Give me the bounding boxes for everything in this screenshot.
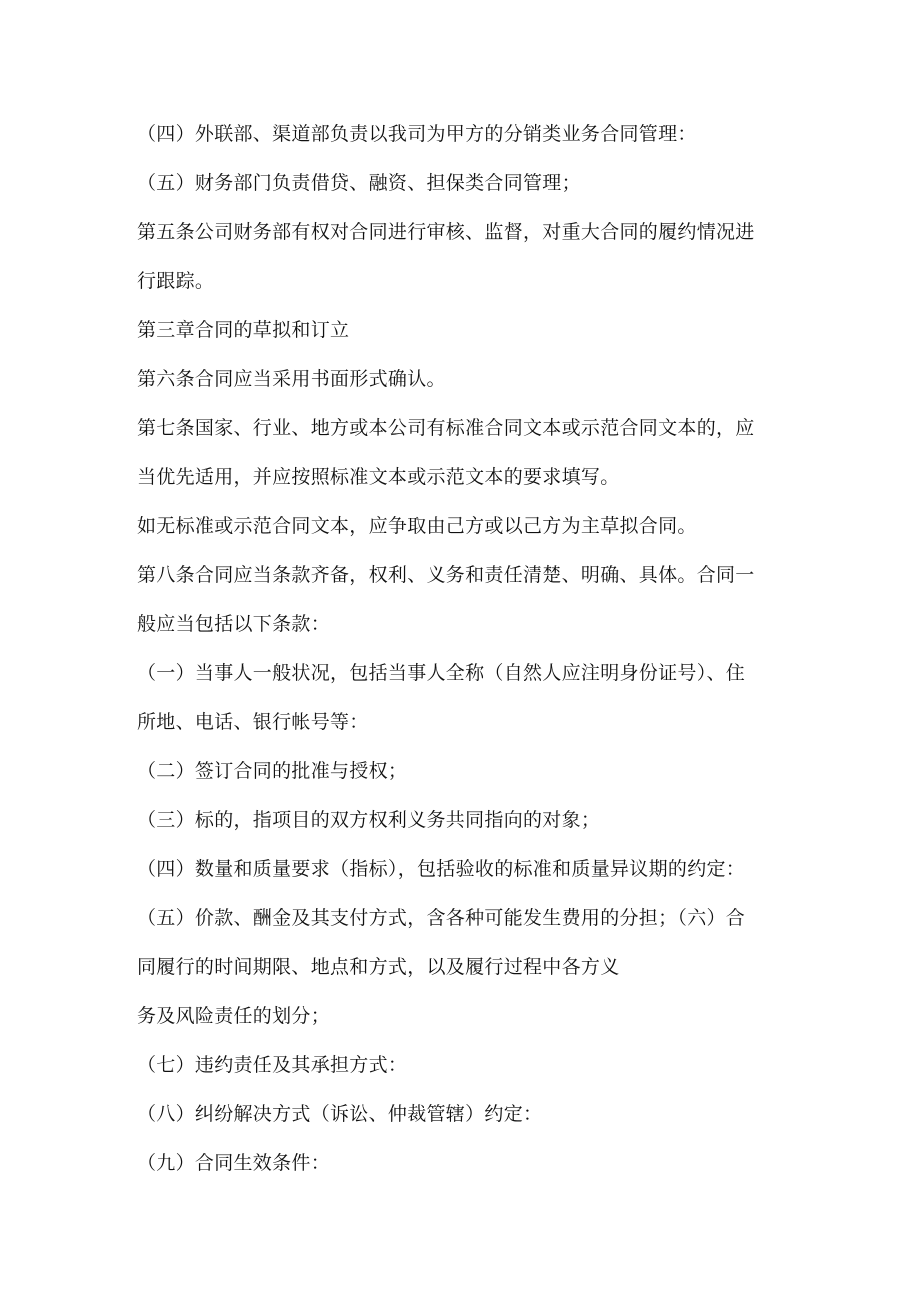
text-line: 第六条合同应当采用书面形式确认。	[137, 368, 446, 390]
text-line: （一）当事人一般状况，包括当事人全称（自然人应注明身份证号）、住	[137, 662, 746, 684]
document-body	[137, 110, 787, 1188]
text-line: （五）财务部门负责借贷、融资、担保类合同管理；	[137, 172, 581, 194]
text-line: 如无标准或示范合同文本，应争取由己方或以己方为主草拟合同。	[137, 515, 697, 537]
text-line: 当优先适用，并应按照标准文本或示范文本的要求填写。	[137, 466, 620, 488]
text-line: （九）合同生效条件：	[137, 1152, 331, 1174]
text-line: 同履行的时间期限、地点和方式，以及履行过程中各方义	[137, 956, 620, 978]
text-line: 务及风险责任的划分；	[137, 1005, 331, 1027]
text-line: 所地、电话、银行帐号等：	[137, 711, 369, 733]
text-line: （五）价款、酬金及其支付方式，含各种可能发生费用的分担；（六）合	[137, 907, 746, 929]
text-line: （八）纠纷解决方式（诉讼、仲裁管辖）约定：	[137, 1103, 543, 1125]
text-line: 第七条国家、行业、地方或本公司有标准合同文本或示范合同文本的，应	[137, 417, 755, 439]
text-line: 般应当包括以下条款：	[137, 613, 331, 635]
text-line: （二）签订合同的批准与授权；	[137, 760, 408, 782]
text-line: （四）数量和质量要求（指标），包括验收的标准和质量异议期的约定：	[137, 858, 746, 880]
text-line: （三）标的，指项目的双方权利义务共同指向的对象；	[137, 809, 601, 831]
text-line: （四）外联部、渠道部负责以我司为甲方的分销类业务合同管理：	[137, 123, 697, 145]
text-line: （七）违约责任及其承担方式：	[137, 1054, 408, 1076]
chapter-heading: 第三章合同的草拟和订立	[137, 319, 350, 341]
text-line: 第八条合同应当条款齐备，权利、义务和责任清楚、明确、具体。合同一	[137, 564, 755, 586]
text-line: 行跟踪。	[137, 270, 215, 292]
text-line: 第五条公司财务部有权对合同进行审核、监督，对重大合同的履约情况进	[137, 221, 755, 243]
